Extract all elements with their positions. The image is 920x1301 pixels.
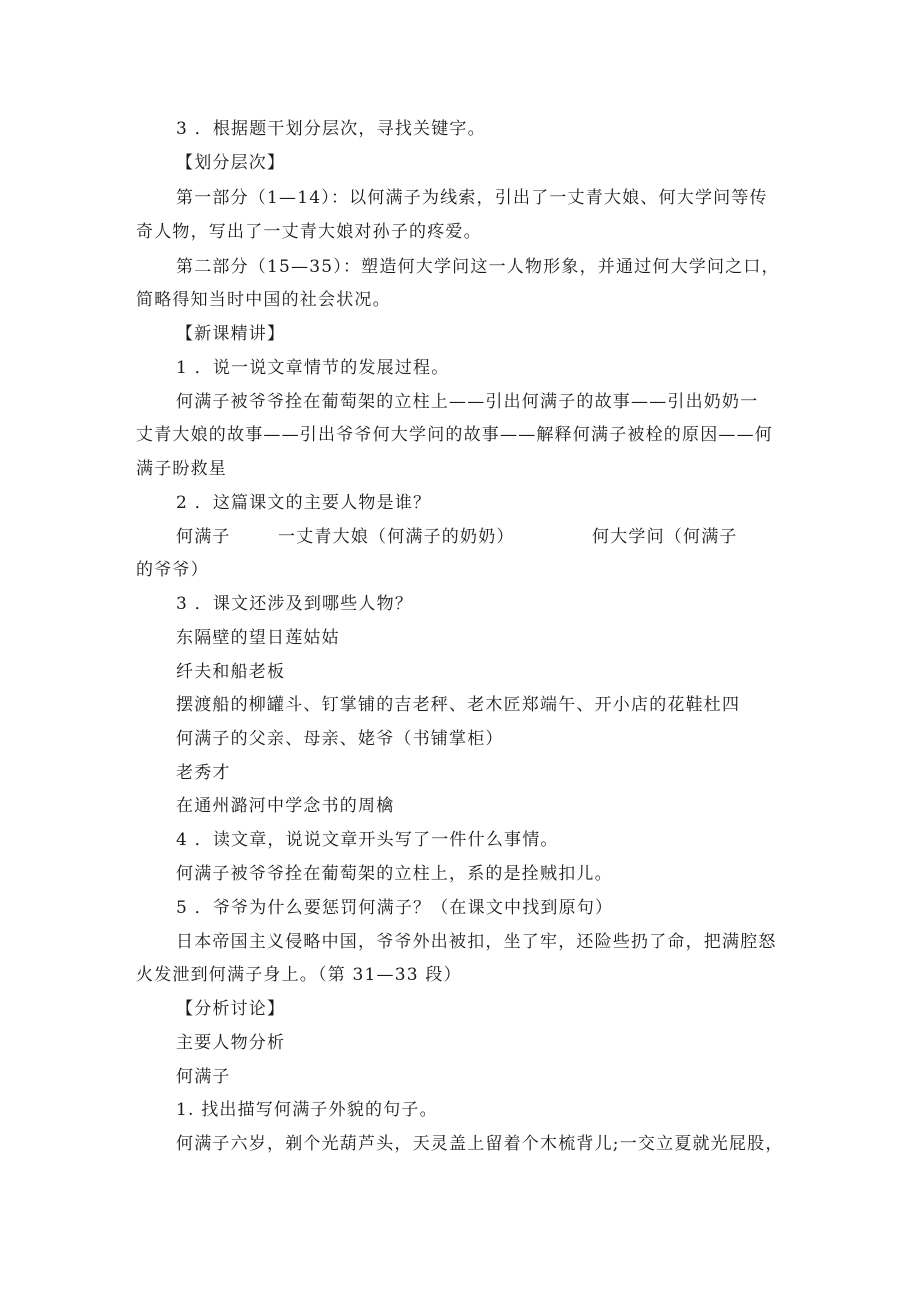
question-line: 4 ．读文章，说说文章开头写了一件什么事情。	[176, 830, 559, 850]
section-heading: 【划分层次】	[176, 153, 286, 173]
list-item: 何满子的父亲、母亲、姥爷（书铺掌柜）	[176, 729, 504, 749]
character-name: 何满子	[176, 527, 231, 547]
text-line: 简略得知当时中国的社会状况。	[136, 290, 391, 310]
list-item: 摆渡船的柳罐斗、钉掌铺的吉老秤、老木匠郑端午、开小店的花鞋杜四	[176, 695, 741, 715]
character-name: 何大学问（何满子	[592, 527, 738, 547]
text-line: 第一部分（1—14）：以何满子为线索，引出了一丈青大娘、何大学问等传	[176, 188, 768, 208]
character-name: 一丈青大娘（何满子的奶奶）	[278, 527, 515, 547]
question-line: 1 ．说一说文章情节的发展过程。	[176, 358, 450, 378]
text-line: 满子盼救星	[136, 459, 227, 479]
text-line: 的爷爷）	[136, 560, 209, 580]
text-line: 第二部分（15—35）：塑造何大学问这一人物形象，并通过何大学问之口，	[176, 257, 780, 277]
list-item: 纤夫和船老板	[176, 662, 286, 682]
text-line: 奇人物，写出了一丈青大娘对孙子的疼爱。	[136, 222, 482, 242]
list-item: 在通州潞河中学念书的周檎	[176, 796, 395, 816]
text-line: 日本帝国主义侵略中国，爷爷外出被扣，坐了牢，还险些扔了命，把满腔怒	[176, 932, 777, 952]
question-line: 2 ．这篇课文的主要人物是谁？	[176, 493, 432, 513]
section-heading: 【新课精讲】	[176, 324, 286, 344]
subheading: 主要人物分析	[176, 1033, 286, 1053]
text-line: 3 ．根据题干划分层次，寻找关键字。	[176, 119, 486, 139]
text-line: 何满子六岁，剃个光葫芦头，天灵盖上留着个木梳背儿;一交立夏就光屁股，	[176, 1134, 784, 1154]
list-item: 东隔壁的望日莲姑姑	[176, 628, 340, 648]
list-item: 老秀才	[176, 763, 231, 783]
text-line: 何满子被爷爷拴在葡萄架的立柱上——引出何满子的故事——引出奶奶一	[176, 392, 759, 412]
section-heading: 【分析讨论】	[176, 999, 286, 1019]
text-line: 丈青大娘的故事——引出爷爷何大学问的故事——解释何满子被栓的原因——何	[136, 425, 773, 445]
text-line: 火发泄到何满子身上。（第 31—33 段）	[136, 965, 462, 985]
question-line: 5 ．爷爷为什么要惩罚何满子？（在课文中找到原句）	[176, 898, 614, 918]
question-line: 1. 找出描写何满子外貌的句子。	[176, 1100, 438, 1120]
subheading: 何满子	[176, 1067, 231, 1087]
text-line: 何满子被爷爷拴在葡萄架的立柱上，系的是拴贼扣儿。	[176, 864, 613, 884]
question-line: 3 ．课文还涉及到哪些人物？	[176, 594, 414, 614]
